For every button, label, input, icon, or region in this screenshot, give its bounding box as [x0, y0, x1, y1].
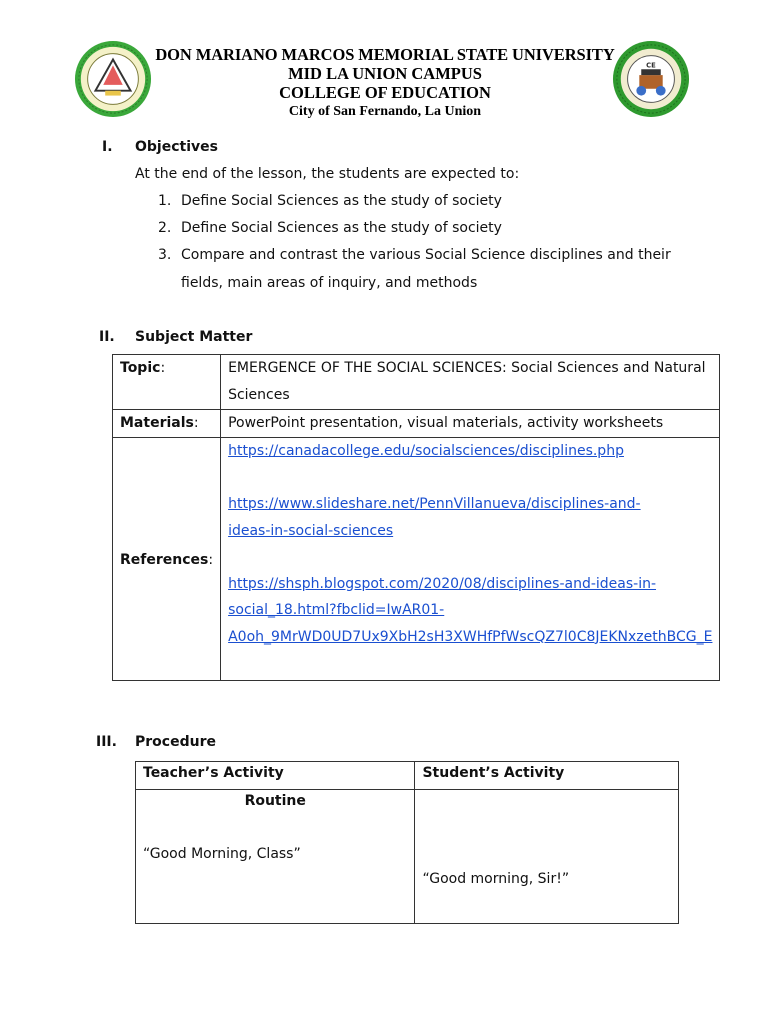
table-row [113, 355, 720, 410]
section-number-procedure: III. [96, 734, 117, 750]
objective-number: 1. [158, 193, 172, 209]
table-row [113, 410, 720, 438]
campus-name: MID LA UNION CAMPUS [288, 64, 482, 83]
references-value-cell [221, 438, 720, 681]
student-activity-header: Student’s Activity [415, 762, 679, 790]
reference-link-canadacollege[interactable]: https://canadacollege.edu/socialsciences/disciplines.php [228, 443, 624, 459]
objectives-intro: At the end of the lesson, the students are expected to: [135, 166, 520, 182]
section-title-subject-matter: Subject Matter [135, 329, 253, 345]
university-name: DON MARIANO MARCOS MEMORIAL STATE UNIVERSITY [155, 45, 615, 64]
topic-line-2: Sciences [228, 387, 290, 403]
objective-number: 2. [158, 220, 172, 236]
objective-text: Define Social Sciences as the study of society [181, 220, 502, 236]
topic-line-1: EMERGENCE OF THE SOCIAL SCIENCES: Social Sciences and Natural [228, 360, 706, 376]
reference-link-shsph[interactable]: https://shsph.blogspot.com/2020/08/disciplines-and-ideas-in- [228, 575, 657, 592]
table-row [113, 438, 720, 681]
teacher-greeting: “Good Morning, Class” [143, 846, 301, 862]
section-title-objectives: Objectives [135, 139, 218, 155]
section-number-subject-matter: II. [99, 329, 115, 345]
topic-value-cell [221, 355, 720, 410]
table-row [136, 790, 679, 924]
section-number-objectives: I. [102, 139, 113, 155]
objective-text: Compare and contrast the various Social Science disciplines and their [181, 247, 671, 263]
section-title-procedure: Procedure [135, 734, 216, 750]
objective-text-continued: fields, main areas of inquiry, and methods [181, 275, 478, 291]
teacher-activity-header: Teacher’s Activity [136, 762, 415, 790]
reference-link-shsph-cont[interactable]: social_18.html?fbclid=IwAR01- [228, 602, 445, 618]
city-name: City of San Fernando, La Union [288, 104, 482, 119]
table-row [136, 762, 679, 790]
topic-label-cell: Topic: [113, 355, 221, 410]
letterhead [140, 45, 630, 121]
objective-text: Define Social Sciences as the study of society [181, 193, 502, 209]
seal-ce-text: CE [646, 61, 656, 70]
materials-label-cell: Materials: [113, 410, 221, 438]
objective-number: 3. [158, 247, 172, 263]
subject-matter-table [112, 354, 720, 681]
materials-value-cell: PowerPoint presentation, visual materials, activity worksheets [221, 410, 720, 438]
reference-link-slideshare-cont[interactable]: ideas-in-social-sciences [228, 522, 394, 539]
routine-heading: Routine [244, 793, 306, 809]
student-greeting: “Good morning, Sir!” [422, 871, 570, 887]
topic-label: Topic [120, 360, 161, 376]
student-activity-cell [415, 790, 679, 924]
reference-link-slideshare[interactable]: https://www.slideshare.net/PennVillanueva/disciplines-and- [228, 496, 641, 512]
references-label: References [120, 552, 209, 568]
materials-label: Materials [120, 415, 194, 431]
college-name: COLLEGE OF EDUCATION [279, 83, 491, 102]
teacher-activity-cell [136, 790, 415, 924]
references-label-cell: References: [113, 438, 221, 681]
reference-link-shsph-cont[interactable]: A0oh_9MrWD0UD7Ux9XbH2sH3XWHfPfWscQZ7l0C8JEKNxzethBCG_E [228, 628, 713, 645]
procedure-table [135, 761, 679, 924]
